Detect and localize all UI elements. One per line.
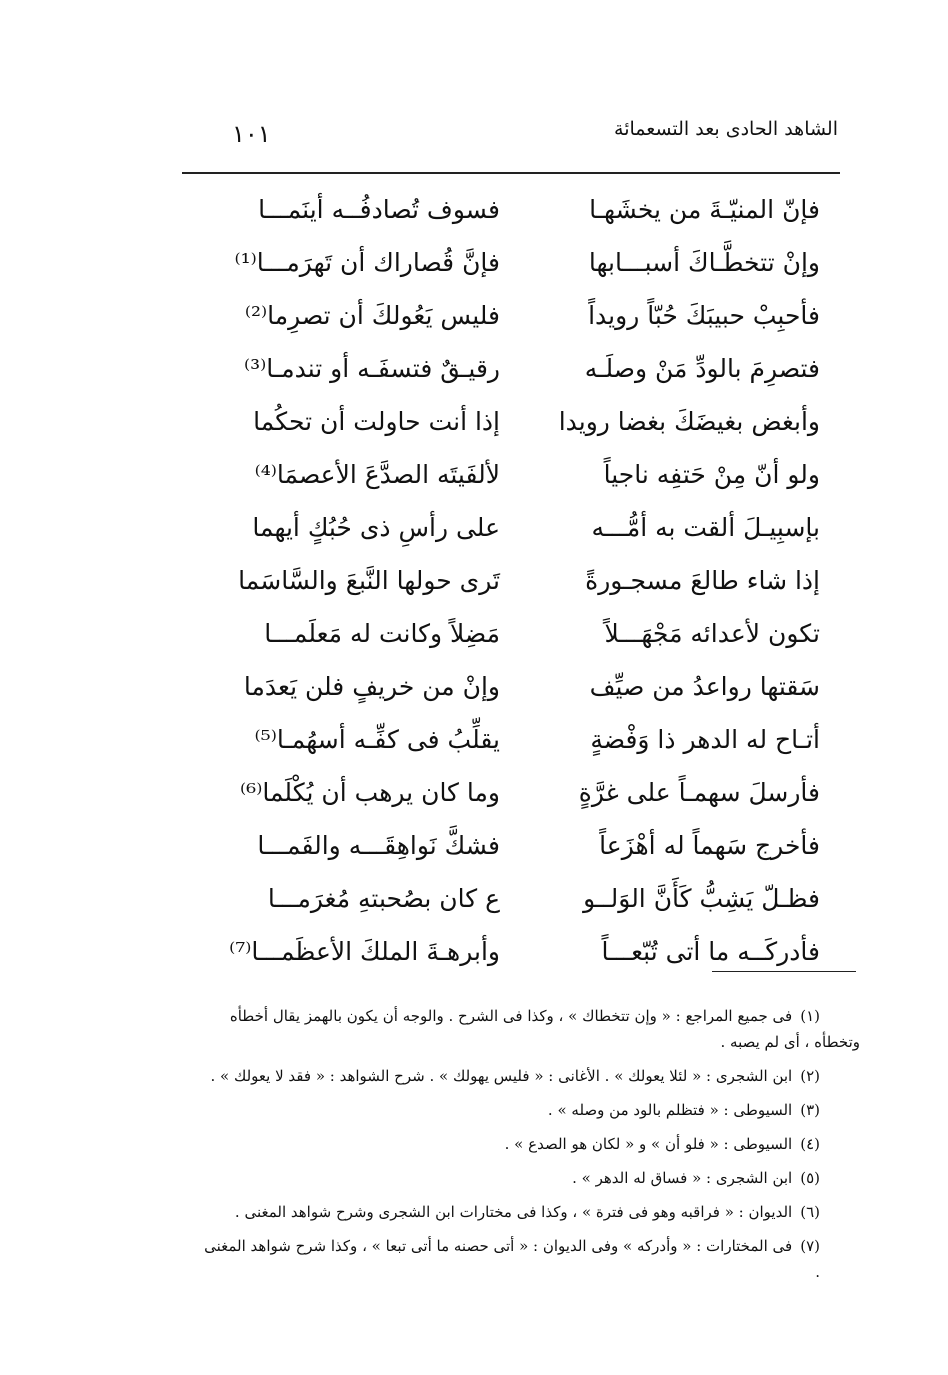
footnote-continuation: وتخطأه ، أى لم يصبه . [720,1033,860,1051]
footnote [200,1097,860,1123]
poem [230,183,830,978]
footnotes [200,1003,860,1293]
verse-first-hemistich: بإسبِيـلَ ألقت به أمُّـــه [591,513,820,542]
verse-second-hemistich: وإنْ من خريفٍ فلن يَعدَما [243,672,500,701]
footnote-marker: (١) [800,1007,820,1025]
verse-first-hemistich: فإنّ المنيّـةَ من يخشَهـا [589,195,820,224]
footnote-text: السيوطى : « فتظلم بالود من وصله » . [547,1101,793,1119]
footnote-text: ابن الشجرى : « لئلا يعولك » . الأغانى : « فليس يهولك » . شرح الشواهد : « فقد لا يعولك » . [210,1067,793,1085]
verse [230,819,830,872]
verse-first-hemistich: فأخرج سَهماً له أهْزَعاً [599,831,820,860]
verse [230,554,830,607]
verse-first-hemistich: فتصرِمَ بالودِّ مَنْ وصلَـه [584,354,820,383]
verse [230,607,830,660]
verse-first-hemistich: فظـلّ يَشِبُّ كَأَنَّ الوَلــو [583,884,820,913]
footnote [200,1003,860,1055]
verse-first-hemistich: فأحبِبْ حبيبَكَ حُبّاً رويداً [588,301,820,330]
verse [230,501,830,554]
footnote [200,1131,860,1157]
verse-first-hemistich: فأرسلَ سهمـاً على غرَّةٍ [578,778,820,807]
footnote-marker: (٧) [800,1237,820,1255]
verse [230,236,830,289]
running-title: الشاهد الحادى بعد التسعمائة [614,118,838,140]
verse-first-hemistich: أتـاح له الدهر ذا وَفْضةٍ [590,725,820,754]
footnote-marker: (٦) [800,1203,820,1221]
verse-second-hemistich: ع كان بصُحبتهِ مُغرَمـــا [267,884,500,913]
footnote [200,1165,860,1191]
verse-second-hemistich: وما كان يرهب أن يُكْلَما⁽⁶⁾ [240,778,500,807]
page-number: ١٠١ [232,120,271,148]
verse-second-hemistich: فليس يَعُولكَ أن تصرِما⁽²⁾ [244,301,500,330]
verse [230,713,830,766]
footnote [200,1233,860,1285]
footnote [200,1199,860,1225]
footnote-text: فى جميع المراجع : « وإن تتخطاك » ، وكذا فى الشرح . والوجه أن يكون بالهمز يقال أخطأه [229,1007,793,1025]
header-divider [182,172,840,174]
verse-second-hemistich: إذا أنت حاولت أن تحكُما [253,407,500,436]
verse-first-hemistich: سَقتها رواعدُ من صيِّف [589,672,820,701]
footnote [200,1063,860,1089]
verse-second-hemistich: رقيـقٌ فتسفَـه أو تندمـا⁽³⁾ [243,354,500,383]
verse-first-hemistich: وأبغض بغيضَكَ بغضا رويدا [558,407,820,436]
verse [230,448,830,501]
verse [230,183,830,236]
verse-first-hemistich: ولو أنّ مِنْ حَتفِه ناجياً [603,460,820,489]
verse [230,872,830,925]
verse-second-hemistich: وأبرهـةَ الملكَ الأعظَمـــا⁽⁷⁾ [229,937,500,966]
verse-second-hemistich: فسوف تُصادفُــه أينَمـــا [258,195,500,224]
verse-second-hemistich: يقلِّبُ فى كفِّـه أسهُمـا⁽⁵⁾ [254,725,500,754]
verse-second-hemistich: لألفَيتَه الصدَّعَ الأعصمَا⁽⁴⁾ [254,460,500,489]
verse-first-hemistich: تكون لأعدائه مَجْهَـــلاً [604,619,820,648]
verse-second-hemistich: فشكَّ نَواهِقَـــه والفَمـــا [257,831,500,860]
footnote-text: الديوان : « فراقبه وهو فى فترة » ، وكذا فى مختارات ابن الشجرى وشرح شواهد المغنى . [234,1203,793,1221]
verse-second-hemistich: تَرى حولها النَّبعَ والسَّاسَما [238,566,500,595]
verse-second-hemistich: فإنَّ قُصاراك أن تَهرَمـــا⁽¹⁾ [234,248,500,277]
footnote-marker: (٥) [800,1169,820,1187]
verse [230,342,830,395]
verse [230,289,830,342]
footnote-text: فى المختارات : « وأدركه » وفى الديوان : « أتى حصنه ما أتى تبعا » ، وكذا شرح شواهد المغنى . [204,1237,820,1281]
footnote-marker: (٣) [800,1101,820,1119]
verse [230,660,830,713]
verse [230,766,830,819]
footnote-text: ابن الشجرى : « فساق له الدهر » . [572,1169,793,1187]
footnote-divider [712,971,856,972]
verse-first-hemistich: فأدركَــه ما أتى تُبّعـــاً [601,937,820,966]
verse-second-hemistich: مَضِلاً وكانت له مَعلَمـــا [264,619,500,648]
verse-first-hemistich: وإنْ تتخطَّـاكَ أسبـــابها [588,248,820,277]
verse [230,395,830,448]
footnote-marker: (٢) [800,1067,820,1085]
footnote-marker: (٤) [800,1135,820,1153]
footnote-text: السيوطى : « فلو أن » و « لكان هو الصدع » . [504,1135,793,1153]
verse-first-hemistich: إذا شاء طالعَ مسجـورةً [585,566,820,595]
verse-second-hemistich: على رأسِ ذى حُبُكٍ أيهما [252,513,500,542]
